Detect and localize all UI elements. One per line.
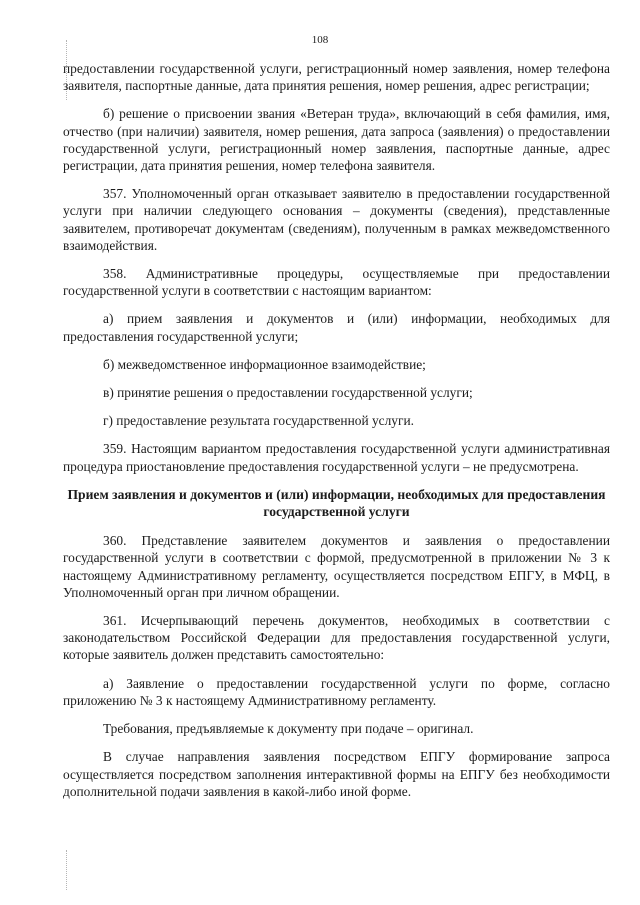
paragraph: б) решение о присвоении звания «Ветеран труда», включающий в себя фамилия, имя, отчество (при наличии) заявителя, номер решения, дата запроса (заявления) о предоставлении государственной услуги, регистрационный номер заявления, паспортные данные, адрес регистрации, дата принятия решения, номер телефона заявителя. — [63, 106, 610, 174]
list-item: в) принятие решения о предоставлении государственной услуги; — [103, 385, 473, 401]
paragraph: 358. Административные процедуры, осуществляемые при предоставлении государственной услуги в соответствии с настоящим вариантом: — [63, 266, 610, 299]
margin-mark — [66, 850, 67, 890]
paragraph: 357. Уполномоченный орган отказывает заявителю в предоставлении государственной услуги при наличии следующего основания – документы (сведения), представленные заявителем, противоречат документам (сведениям), полученным в рамках межведомственного взаимодействия. — [63, 186, 610, 253]
list-item: б) межведомственное информационное взаимодействие; — [103, 356, 426, 372]
document-body — [63, 60, 610, 811]
paragraph: В случае направления заявления посредством ЕПГУ формирование запроса осуществляется посредством заполнения интерактивной формы на ЕПГУ без необходимости дополнительной подачи заявления в какой-либо иной форме. — [63, 749, 610, 799]
list-item: а) прием заявления и документов и (или) информации, необходимых для предоставления государственной услуги; — [63, 311, 610, 344]
paragraph: предоставлении государственной услуги, регистрационный номер заявления, номер телефона заявителя, паспортные данные, дата принятия решения, номер решения, адрес регистрации; — [63, 61, 610, 94]
list-item: г) предоставление результата государственной услуги. — [103, 413, 414, 429]
paragraph: 361. Исчерпывающий перечень документов, необходимых в соответствии с законодательством Российской Федерации для предоставления государственной услуги, которые заявитель должен представить самостоятельно: — [63, 613, 610, 663]
list-item: а) Заявление о предоставлении государственной услуги по форме, согласно приложению № 3 к настоящему Административному регламенту. — [63, 675, 610, 708]
page-number: 108 — [311, 34, 329, 46]
section-heading: Прием заявления и документов и (или) информации, необходимых для предоставления государственной услуги — [67, 486, 606, 520]
paragraph: 360. Представление заявителем документов и заявления о предоставлении государственной услуги в соответствии с формой, предусмотренной в приложении № 3 к настоящему Административному регламенту, осуществляется посредством ЕПГУ, в МФЦ, в Уполномоченный орган при личном обращении. — [63, 533, 610, 600]
paragraph: Требования, предъявляемые к документу при подаче – оригинал. — [103, 721, 474, 737]
paragraph: 359. Настоящим вариантом предоставления государственной услуги административная процедура приостановление предоставления государственной услуги – не предусмотрена. — [63, 441, 610, 474]
